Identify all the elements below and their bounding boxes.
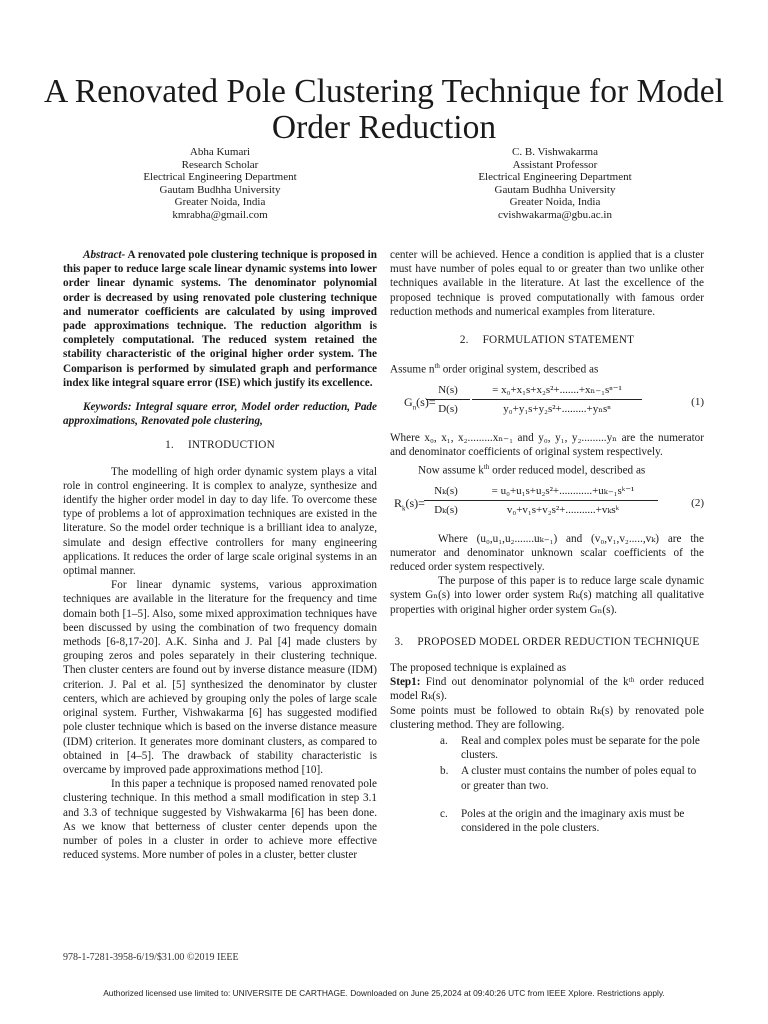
right-paragraph-1: center will be achieved. Hence a condition is applied that is a cluster must have number of poles equal to or greater than two unlike other techniques available in the literature. At last the excellence of the proposed technique is proved computationally with famous order reduction methods and numerical examples from literature. (390, 249, 704, 318)
purpose-paragraph: The purpose of this paper is to reduce large scale dynamic system Gₙ(s) into lower order system Rₖ(s) matching all qualitative properties with original higher order system Gₙ(s). (390, 575, 704, 616)
author-email: cvishwakarma@gbu.ac.in (498, 208, 612, 221)
intro-paragraph-2: For linear dynamic systems, various approximation techniques are available in the literature for the frequency and time domain both [1–5]. Also, some mixed approximation techniques have been discussed by using the combination of two frequency domain methods [6-8,17-20]. A.K. Sinha and J. Pal [4] made clusters by grouping zeros and poles separately in their clustering technique. Then cluster centers are found out by inverse distance measure (IDM) criterion. J. Pal et al. [5] synthesized the denominator by cluster centers, which are achieved by grouping only the poles of large scale original system. Further, Vishwakarma [6] has suggested modified pole cluster technique which is based on the inverse distance measure (IDM) criterion. It generates more dominant clusters, as compared to obtained in [4–5]. The drawback of stability characteristic is overcame by improved pade approximations method [10]. (63, 579, 377, 776)
keywords: Keywords: Integral square error, Model order reduction, Pade approximations, Renovated pole clustering, (63, 401, 377, 428)
list-item: b. A cluster must contains the number of poles equal to or greater than two. (440, 765, 697, 792)
section-heading-introduction: 1. INTRODUCTION (165, 439, 275, 452)
author-role: Research Scholar (181, 158, 259, 171)
paper-title: A Renovated Pole Clustering Technique for Model Order Reduction (44, 73, 724, 146)
equation-2: $R_k(s)=$ $\frac{\text{Nₖ(s)}}{\text{Dₖ(s)}}$ = u₀+u₁s+u₂s²+............+uₖ₋₁sᵏ⁻¹ v₀+v₁s+v₂s²+...........+vₖsᵏ (2) (394, 484, 704, 516)
author-name: Abha Kumari (189, 146, 251, 158)
step-1: Step1: Find out denominator polynomial of the kᵗʰ order reduced model Rₖ(s). (390, 676, 704, 703)
author-name: C. B. Vishwakarma (512, 146, 598, 158)
list-item: c. Poles at the origin and the imaginary axis must be considered in the pole clusters. (440, 807, 685, 834)
assume-original: Assume $n^{th}$ order original system, described as (390, 362, 599, 376)
abstract-text: A renovated pole clustering technique is proposed in this paper to reduce large scale linear dynamic systems into lower order linear dynamic systems. The denominator polynomial order is decreased by using renovated pole clustering technique and numerator coefficients are calculated by using improved pade approximations technique. The reduction algorithm is completely computational. The reduced system retained the stability characteristic of the original higher order system. The Comparison is performed by simulated graph and performance index like integral square error (ISE) which justify its excellence. (63, 249, 377, 389)
abstract (63, 248, 377, 390)
list-item: a. Real and complex poles must be separate for the pole clusters. (440, 734, 700, 762)
points-intro: Some points must be followed to obtain Rₖ(s) by renovated pole clustering method. They are following. (390, 704, 704, 731)
author-university: Gautam Budhha University (494, 183, 616, 196)
where-reduced: Where (u₀,u₁,u₂.......uₖ₋₁) and (v₀,v₁,v₂.....,vₖ) are the numerator and denominator unknown scalar coefficients of the reduced order system respectively. (390, 532, 704, 573)
author-city: Greater Noida, India (509, 196, 601, 209)
equation-1: $G_n(s)=$ $\frac{N(s)}{D(s)}$ = x₀+x₁s+x₂s²+.......+xₙ₋₁sⁿ⁻¹ y₀+y₁s+y₂s²+.........+yₙsⁿ (1) (404, 384, 704, 416)
left-column (63, 248, 377, 862)
author-university: Gautam Budhha University (159, 183, 281, 196)
criteria-list (390, 734, 704, 835)
where-original: Where x₀, x₁, x₂.........xₙ₋₁ and y₀, y₁, y₂.........yₙ are the numerator and denominator coefficients of original system respectively. (390, 432, 704, 459)
license-notice: Authorized licensed use limited to: UNIVERSITE DE CARTHAGE. Downloaded on June 25,2024 at 09:40:26 UTC from IEEE Xplore. Restrictions apply. (103, 988, 665, 998)
author-city: Greater Noida, India (174, 196, 266, 209)
copyright-footer: 978-1-7281-3958-6/19/$31.00 ©2019 IEEE (63, 952, 239, 963)
proposed-intro: The proposed technique is explained as (390, 661, 567, 674)
author-dept: Electrical Engineering Department (143, 171, 297, 184)
assume-reduced: Now assume $k^{th}$ order reduced model, described as (418, 462, 646, 477)
author-role: Assistant Professor (512, 158, 598, 171)
intro-paragraph-1: The modelling of high order dynamic system plays a vital role in control engineering. It is complex to analyze, synthesize and identify the higher order model in day to day life. To overcome these type of problems a lot of approximation techniques are existed in the literature. So the model order technique is a brilliant idea to analyze, simulate and design effective controllers for many engineering applications. It reduces the order of large scale original systems in an optimal manner. (63, 465, 377, 578)
section-heading-proposed: 3. PROPOSED MODEL ORDER REDUCTION TECHNIQUE (394, 635, 700, 648)
section-heading-formulation: 2. FORMULATION STATEMENT (459, 334, 635, 347)
author-dept: Electrical Engineering Department (478, 171, 632, 184)
author-email: kmrabha@gmail.com (172, 208, 268, 221)
abstract-lead: Abstract- (83, 249, 126, 261)
author-block-1 (70, 146, 370, 222)
intro-paragraph-3: In this paper a technique is proposed named renovated pole clustering technique. In this method a small modification in step 3.1 and 3.3 of technique suggested by Vishwakarma [6] has been done. As we know that betterness of cluster center depends upon the number of poles in a cluster in order to achieve more effective reduced systems. More number of poles in a cluster, better cluster (63, 778, 377, 862)
right-column (390, 248, 704, 837)
author-block-2 (405, 146, 705, 222)
